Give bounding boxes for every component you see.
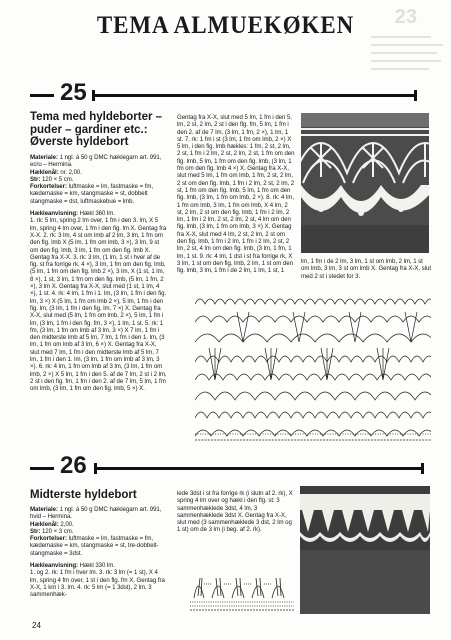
abbr-label: Forkortelser:	[30, 535, 67, 543]
lace-photo-graphic	[301, 113, 429, 253]
needle-text: nr. 2,00.	[58, 168, 82, 176]
materials-label: Materiale:	[30, 154, 58, 161]
needle-label: Hæklenål:	[30, 520, 59, 528]
abbr-text: luftmaske = lm, fastmaske = fm, kædemaske = km, stangmaske = st, tre-dobbelt-stangmaske = 3dst.	[30, 535, 159, 557]
section-25-column-3	[301, 258, 431, 280]
size-text: 120 × 3 cm.	[40, 527, 74, 535]
needle-label: Hæklenål:	[30, 168, 59, 176]
section-rule-tick	[414, 90, 417, 101]
section-rule-tick	[94, 463, 97, 474]
size-label: Str:	[30, 175, 41, 183]
section-25-column-1	[30, 154, 167, 393]
page-title: TEMA ALMUEKØKEN	[96, 12, 355, 39]
section-25-header-bar	[30, 79, 423, 106]
section-26-heading: Midterste hyldebort	[30, 489, 137, 501]
section-25-crochet-chart	[195, 288, 431, 448]
section-rule	[94, 467, 423, 470]
section-26-column-2	[177, 490, 295, 534]
section-rule-tick	[92, 90, 95, 101]
instructions-text: Hækl 360 lm.	[78, 210, 115, 218]
section-number: 26	[60, 452, 87, 479]
lace-photo-graphic	[300, 486, 430, 614]
instructions-end: lm, 1 fm i de 2 lm, 3 lm, 1 st om lmb, 2 lm, 1 st om lmb, 3 lm, 3 st om lmb X. Gentag fra X-X, slut med 2 st i stedet for 3.	[301, 258, 431, 280]
section-rule	[92, 94, 416, 97]
instructions-continued: lede 3dst i st fra forrige rk (i slutn af 2. rk), X spring 4 lm over og hækl i den flg. st: 3 sammenhæklede 3dst, 4 lm, 3 sammenhæklede 3dst X. Gentag fra X-X, slut med (3 sammenhæklede 3 dst, 2 lm og 1 st) om de 3 lm (i beg. af 2. rk).	[177, 490, 293, 534]
bleed-line	[371, 68, 429, 70]
section-25-column-2	[177, 114, 295, 275]
size-text: 120 × 5 cm.	[40, 175, 74, 183]
bleed-page-number: 23	[394, 6, 417, 28]
size-label: Str:	[30, 527, 41, 535]
section-26-photo	[300, 486, 430, 614]
instructions-rows: 1. rk: 5 lm, spring 2 lm over, 1 fm i den 3. lm, X 5 lm, spring 4 lm over, 1 fm i den fig. lm X. Gentag fra X-X. 2. rk: 3 lm, 4 st om lmb af 2 lm, 3 lm, 1 fm om den flg. lmb X (5 lm, 1 fm om lmb, 3 ×), 3 lm, 9 st om den fig. lmb, 3 lm, 1 fm om den fig. lmb X. Gentag fra X-X. 3. rk: 3 lm, (1 lm, 1 st i hver af de fig. st fra forrige rk. 4 ×), 3 lm, 1 fm om den fig. lmb, (5 lm, 1 fm om den fig. lmb 2 ×), 3 lm, X (1 st, 1 lm, 8 ×), 1 st, 3 lm, 1 fm om den fig. lmb, (5 lm, 1 fm, 2 ×), 3 lm X. Gentag fra X-X, slut med (1 st, 1 lm, 4 ×), 1 st. 4. rk: 4 lm, 1 fm i 1. lm, (3 lm, 1 fm i den fig. lm, 3 ×) X (5 lm, 1 fm om lmb 2 ×), 5 lm, 1 fm i den fig. lm, (3 lm, 1 fm i den fig. lm, 7 ×) X. Gentag fra X-X, slut med (5 lm, 1 fm om lmb, 2 ×), 5 lm, 1 fm i lm, (3 lm, 1 fm i den fig. fm, 3 ×), 1 lm, 1 st. 5. rk: 1 fm, (3 lm, 1 fm om lmb af 3 lm, 3 ×) X 7 lm, 1 fm i den midterste lmb af 5 lm, 7 lm, 1 fm i den 1. lm, (3 lm, 1 fm om lmb af 3 lm, 6 ×) X. Gentag fra X-X, slut med 7 lm, 1 fm i den midterste lmb af 5 lm, 7 lm, 1 fm i den 1. lm, (3 lm, 1 fm om lmb af 3 lm, 3 ×). 6. rk: 4 lm, 1 fm om lmb af 3 lm, (3 lm, 1 fm om lmb, 2 ×) X 5 lm, 1 fm i den 5. af de 7 lm, 2 st i 2 lm, 2 st i den fig. fm, 1 fm i den 2. af de 7 lm, 5 lm, 1 fm om lmb, (3 lm, 1 fm om den fig. lmb, 5 ×) X.	[30, 217, 167, 393]
instructions-label: Hækleanvisning:	[30, 210, 79, 218]
section-25-heading: Tema med hyldeborter – puder – gardiner etc.: Øverste hyldebort	[30, 111, 163, 148]
section-26-column-1	[30, 506, 167, 599]
instructions-rows: 1. og 2. rk: 1 fm i hver lm. 3. rk: 3 lm (= 1 st), X 4 lm, spring 4 fm over, 1 st i den flg. fm X. Gentag fra X-X, 1 km i 3. lm. 4. rk: 5 lm (= 1 3dst), 2 lm, 3 sammenhæk-	[30, 569, 165, 599]
bleed-line	[371, 44, 443, 46]
section-26-crochet-chart	[190, 570, 294, 614]
section-26-header-bar	[30, 452, 430, 479]
crochet-diagram-graphic	[190, 570, 294, 614]
crochet-diagram-graphic	[195, 288, 431, 448]
needle-text: 2,00.	[58, 520, 74, 528]
instructions-continued: Gentag fra X-X, slut med 5 lm, 1 fm i den 5. lm, 2 st, 2 lm, 2 st i den flg. fm, 5 lm, 1 fm i den 2. af de 7 lm, (3 lm, 1 fm, 2 ×), 1 lm, 1 st. 7. rk: 1 fm i st (3 lm, 1 fm om lmb, 2 ×) X 5 lm, i den fig. lmb hækles: 1 fm, 2 st, 2 lm, 2 st, 1 fm i 2 lm, 2 st, 2 lm, 2 st, 1 fm om den flg. lmb, 5 lm, 1 fm om den fig. lmb, (3 lm, 1 fm om den fig. lmb 4 ×) X. Gentag fra X-X, slut med 5 lm, 1 fm om lmb, 1 fm, 2 st, 2 lm, 2 st om den fig. lmb, 1 fm i 2 lm, 2 st, 2 lm, 2 st, 1 fm om den fig. lmb, 5 lm, 1 fm om den fig. lmb, (3 lm, 1 fm om lmb, 2 ×). 8. rk: 4 lm, 1 fm om lmb, 3 lm, 1 fm om lmb, X 4 lm, 2 st, 2 lm, 2 st om den fig. lmb, 1 fm i 2 lm, 2 lm, 1 fm i 2 lm, 2 st, 2 lm, 2 st, 4 lm om den fig. lmb, (3 lm, 1 fm om lmb, 3 ×) X. Gentag fra X-X, slut med 4 lm, 2 st, 2 lm, 2 st om den fig. lmb, 1 fm i 2 lm, 1 fm i 2 lm, 2 st, 2 lm, 2 st, 4 lm om den fig. lmb, (3 lm, 1 fm, 1 lm, 1 st. 9. rk: 4 lm, 1 dst i st fra forrige rk, X 3 lm, 1 st om den fig. lmb, 2 lm, 1 st om den fig. lmb, 3 lm, 1 fm i de 2 lm, 1 lm, 1 st, 1	[177, 114, 295, 275]
section-number: 25	[60, 79, 87, 106]
section-dash	[30, 94, 54, 97]
bleed-line	[371, 60, 441, 62]
section-rule-tick	[421, 463, 424, 474]
materials-label: Materiale:	[30, 506, 58, 513]
page-number: 24	[32, 621, 41, 630]
instructions-text: Hækl 330 lm.	[78, 562, 115, 570]
materials-text: 1 ngl. à 50 g DMC hæklegarn art. 991, hvid – Hermina.	[30, 506, 162, 521]
section-25-photo	[301, 113, 429, 253]
bleed-through-text	[359, 0, 451, 86]
section-dash	[30, 467, 54, 470]
materials-text: 1 ngl. à 50 g DMC hæklegarn art. 991, ecru – Hermina.	[30, 154, 162, 169]
abbr-label: Forkortelser:	[30, 183, 67, 191]
bleed-line	[371, 52, 437, 54]
instructions-label: Hækleanvisning:	[30, 562, 79, 570]
bleed-line	[371, 36, 431, 38]
abbr-text: luftmaske = lm, fastmaske = fm, kædemaske = km, stangmaske = st, dobbelt stangmaske = dst, luftmaskebue = lmb.	[30, 183, 154, 205]
